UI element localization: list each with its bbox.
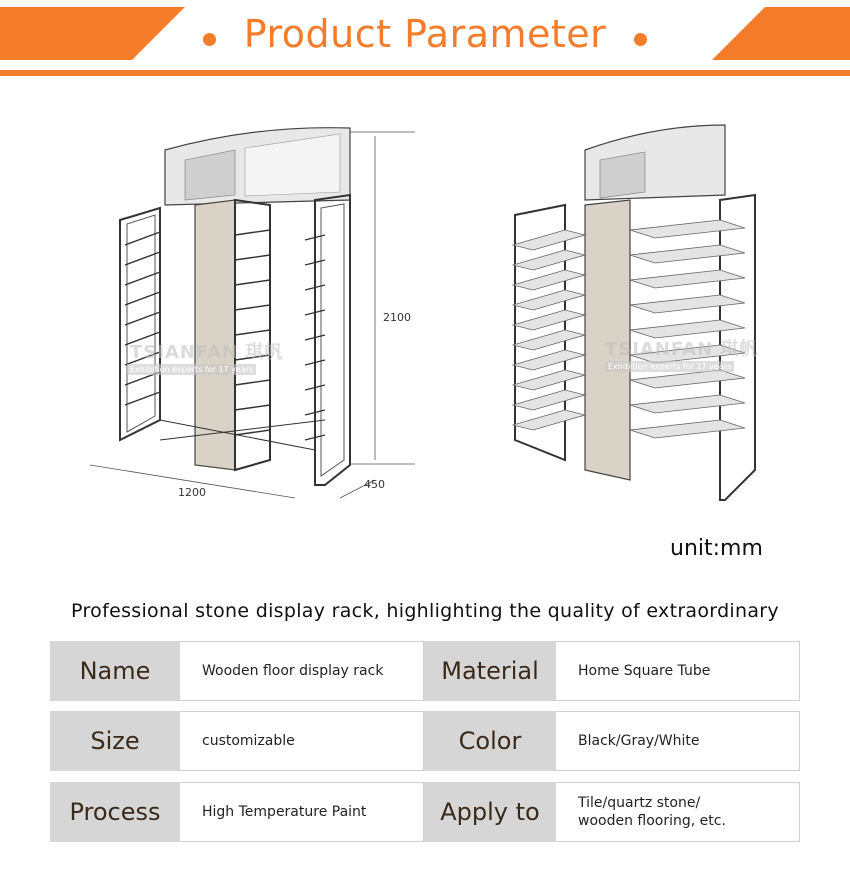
param-label: Color	[424, 711, 556, 771]
header-banner	[0, 0, 850, 80]
param-row	[50, 641, 800, 701]
depth-dimension: 450	[364, 478, 385, 491]
boards-left	[513, 230, 585, 430]
boards-right	[630, 220, 745, 438]
watermark-brand-right: TSIANFAN 琪帆	[605, 339, 759, 360]
param-value: Wooden floor display rack	[180, 641, 424, 701]
page-title: Product Parameter	[243, 12, 607, 56]
watermark-tagline-right: Exhibition experts for 17 years	[605, 361, 734, 372]
param-label: Apply to	[424, 782, 556, 842]
rack-center-panel	[195, 200, 235, 470]
height-dimension: 2100	[383, 311, 411, 324]
param-value: Black/Gray/White	[556, 711, 800, 771]
param-row	[50, 782, 800, 842]
unit-label: unit:mm	[670, 536, 763, 561]
param-label: Name	[50, 641, 180, 701]
param-value: customizable	[180, 711, 424, 771]
rack-empty-illustration	[85, 120, 425, 520]
subtitle: Professional stone display rack, highlighting the quality of extraordinary	[71, 600, 779, 622]
param-label: Process	[50, 782, 180, 842]
param-label: Size	[50, 711, 180, 771]
header-underline	[0, 70, 850, 76]
rack-right-frame	[315, 195, 350, 485]
param-label: Material	[424, 641, 556, 701]
watermark-tagline-left: Exhibition experts for 17 years	[127, 364, 256, 375]
width-dimension: 1200	[178, 486, 206, 499]
param-value: Tile/quartz stone/ wooden flooring, etc.	[556, 782, 800, 842]
param-value: High Temperature Paint	[180, 782, 424, 842]
param-row	[50, 711, 800, 771]
param-value: Home Square Tube	[556, 641, 800, 701]
watermark-brand-left: TSIANFAN 琪帆	[130, 342, 284, 363]
rack-loaded-illustration	[505, 120, 785, 510]
